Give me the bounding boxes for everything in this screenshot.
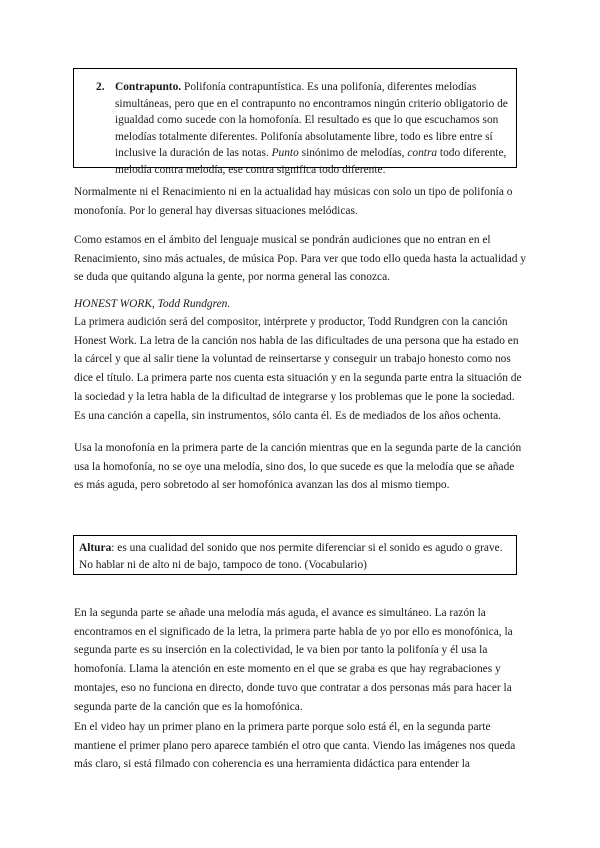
definition-text-a: Polifonía contrapuntística. Es una polifonía, diferentes melodías simultáneas, pero que en el contrapunto no encontramos ningún criterio obligatorio de igualdad como sucede con la homofonía. El resultado es que lo que escuchamos son melodías totalmente diferentes. Polifonía absolutamente libre, todo es libre entre sí inclusive la duración de las notas. — [115, 81, 508, 160]
song-heading — [74, 295, 526, 314]
paragraph-honest-work: La primera audición será del compositor, intérprete y productor, Todd Rundgren con la canción Honest Work. La letra de la canción nos habla de las dificultades de una persona que ha estado en la cárcel y que al salir tiene la voluntad de reinsertarse y conseguir un trabajo honesto como nos dice el título. La primera parte nos cuenta esta situación y en la segunda parte entra la situación de la sociedad y la letra habla de la dificultad de integrarse y los problemas que le pone la sociedad. Es una canción a capella, sin instrumentos, sólo canta él. Es de mediados de los años ochenta. — [74, 316, 522, 422]
song-title: HONEST WORK, Todd Rundgren. — [74, 298, 231, 310]
list-number: 2. — [96, 81, 105, 93]
contrapunto-definition-text — [115, 79, 515, 179]
paragraph-monofonia: Usa la monofonía en la primera parte de la canción mientras que en la segunda parte de la canción usa la homofonía, no se oye una melodía, sino dos, lo que sucede es que la melodía que se añade es más aguda, pero sobretodo al ser homofónica avanzan las dos al mismo tiempo. — [74, 442, 522, 492]
term-altura: Altura — [79, 542, 112, 554]
altura-definition: : es una cualidad del sonido que nos permite diferenciar si el sonido es agudo o grave. No hablar ni de alto ni de bajo, tampoco de tono. (Vocabulario) — [79, 542, 503, 571]
paragraph-renacimiento: Normalmente ni el Renacimiento ni en la actualidad hay músicas con solo un tipo de polifonía o monofonía. Por lo general hay diversas situaciones melódicas. — [74, 186, 513, 217]
paragraph-audiciones: Como estamos en el ámbito del lenguaje musical se pondrán audiciones que no entran en el Renacimiento, sino más actuales, de música Pop. Para ver que todo ello queda hasta la actualidad y se duda que quitando alguna la gente, por norma general las conozca. — [74, 234, 527, 284]
italic-punto: Punto — [271, 147, 299, 160]
italic-contra: contra — [407, 147, 438, 160]
contrapunto-definition-box — [73, 68, 517, 176]
definition-text-c: todo diferente, melodía contra melodía, ese contra significa todo diferente. — [115, 147, 507, 176]
paragraph-video: En el video hay un primer plano en la primera parte porque solo está él, en la segunda parte mantiene el primer plano pero aparece también el otro que canta. Viendo las imágenes nos queda más claro, si está filmado con coherencia es una herramienta didáctica para entender la — [74, 721, 516, 771]
paragraph-segunda-parte: En la segunda parte se añade una melodía más aguda, el avance es simultáneo. La razón la encontramos en el significado de la letra, la primera parte habla de yo por ello es monofónica, la segunda parte es su inserción en la colectividad, le va bien por tanto la polifonía y él usa la homofonía. Llama la atención en este momento en el que se graba es que hay regrabaciones y montajes, eso no funciona en directo, donde tuvo que contratar a dos personas más para hacer la segunda parte de la canción que es la homofónica. — [74, 607, 513, 713]
altura-vocabulary-box — [73, 535, 517, 575]
term-contrapunto: Contrapunto. — [115, 81, 182, 93]
definition-text-b: sinónimo de melodías, — [298, 147, 408, 160]
